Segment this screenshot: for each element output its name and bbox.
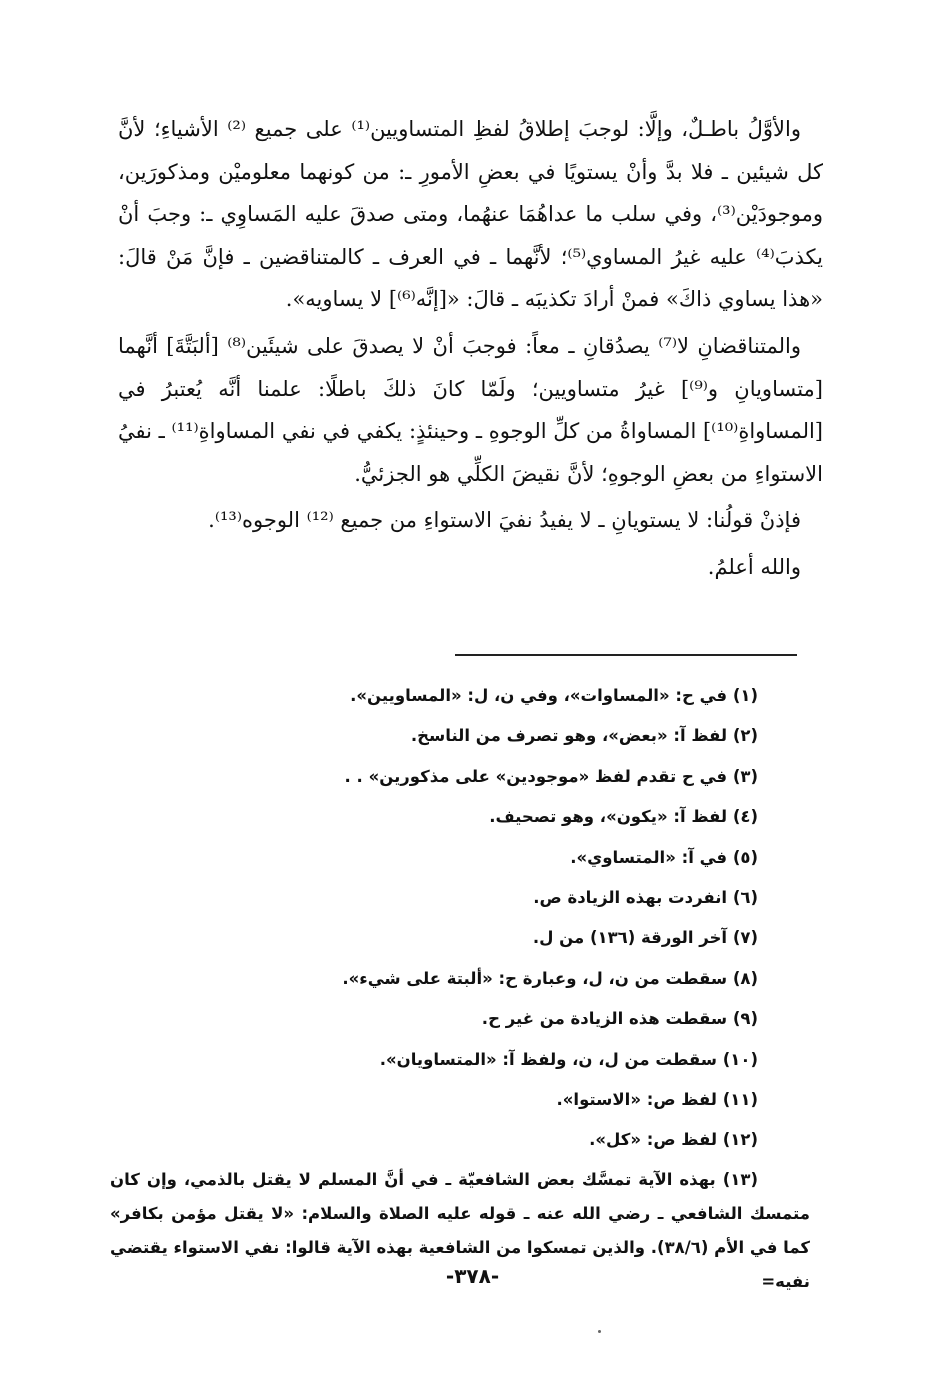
footnote-2: (٢) لفظ آ: «بعض»، وهو تصرف من الناسخ. (410, 726, 758, 746)
footnote-9: (٩) سقطت هذه الزيادة من غير ح. (481, 1009, 758, 1029)
footnotes-section (110, 676, 810, 1299)
footnote-separator (455, 654, 797, 656)
scan-speck (598, 1330, 601, 1333)
main-paragraph-2: والمتناقضانِ لا⁽⁷⁾ يصدُقانِ ـ معاً: فوجبَ أنْ لا يصدقَ على شيئَين⁽⁸⁾ [ألبَتَّةَ] أنَّهما [متساويانِ و⁽⁹⁾] غيرُ متساويين؛ ولَمّا كانَ ذلكَ باطلًا: علمنا أنَّه يُعتبرُ في [المساواةِ⁽¹⁰⁾] المساواةُ من كلِّ الوجوهِ ـ وحينئذٍ: يكفي في نفي المساواةِ⁽¹¹⁾ ـ نفيُ الاستواءِ من بعضِ الوجوهِ؛ لأنَّ نقيضَ الكلِّي هو الجزئيُّ. (118, 333, 823, 486)
main-paragraph-closing: والله أعلمُ. (707, 554, 801, 579)
footnote-6: (٦) انفردت بهذه الزيادة ص. (533, 888, 758, 908)
footnote-3: (٣) في ح تقدم لفظ «موجودين» على مذكورين» . . (344, 766, 758, 786)
footnote-8: (٨) سقطت من ن، ل، وعبارة ح: «ألبتة على شيء». (342, 968, 758, 988)
footnote-7: (٧) آخر الورقة (١٣٦) من ل. (532, 928, 758, 948)
page-number: -٣٧٨- (445, 1264, 500, 1288)
main-text-body (118, 108, 823, 593)
main-paragraph-1: والأوَّلُ باطـلٌ، وإلَّا: لوجبَ إطلاقُ لفظِ المتساويين⁽¹⁾ على جميع ⁽²⁾ الأشياءِ؛ لأنَّ كل شيئين ـ فلا بدَّ وأنْ يستويًا في بعضِ الأمورِ ـ: من كونهما معلوميْن ومذكورَين، وموجودَيْن⁽³⁾، وفي سلب ما عداهُمَا عنهُما، ومتى صدقَ عليه المَساوِي ـ: وجبَ أنْ يكذبَ⁽⁴⁾ عليه غيرُ المساوي⁽⁵⁾؛ لأنَّهما ـ في العرف ـ كالمتناقضين ـ فإنَّ مَنْ قالَ: «هذا يساوي ذاكَ» فمنْ أرادَ تكذيبَه ـ قالَ: «[إنَّه⁽⁶⁾] لا يساويه». (118, 117, 823, 312)
footnote-5: (٥) في آ: «المتساوي». (570, 847, 758, 867)
footnote-1: (١) في ح: «المساوات»، وفي ن، ل: «المساويين». (350, 686, 758, 705)
footnote-13: (١٣) بهذه الآية تمسَّك بعض الشافعيّة ـ في أنَّ المسلم لا يقتل بالذمي، وإن كان متمسك الشافعي ـ رضي الله عنه ـ قوله عليه الصلاة والسلام: «لا يقتل مؤمن بكافر» كما في الأم (٣٨/٦). والذين تمسكوا من الشافعية بهذه الآية قالوا: نفي الاستواء يقتضي نفيه= (110, 1169, 810, 1291)
main-paragraph-3: فإذنْ قولُنا: لا يستويانِ ـ لا يفيدُ نفيَ الاستواءِ من جميع ⁽¹²⁾ الوجوه⁽¹³⁾. (208, 508, 801, 533)
footnote-4: (٤) لفظ آ: «يكون»، وهو تصحيف. (489, 807, 758, 827)
footnote-10: (١٠) سقطت من ل، ن، ولفظ آ: «المتساويان». (379, 1049, 758, 1069)
footnote-12: (١٢) لفظ ص: «كل». (589, 1130, 758, 1150)
footnote-11: (١١) لفظ ص: «الاستوا». (556, 1090, 758, 1110)
